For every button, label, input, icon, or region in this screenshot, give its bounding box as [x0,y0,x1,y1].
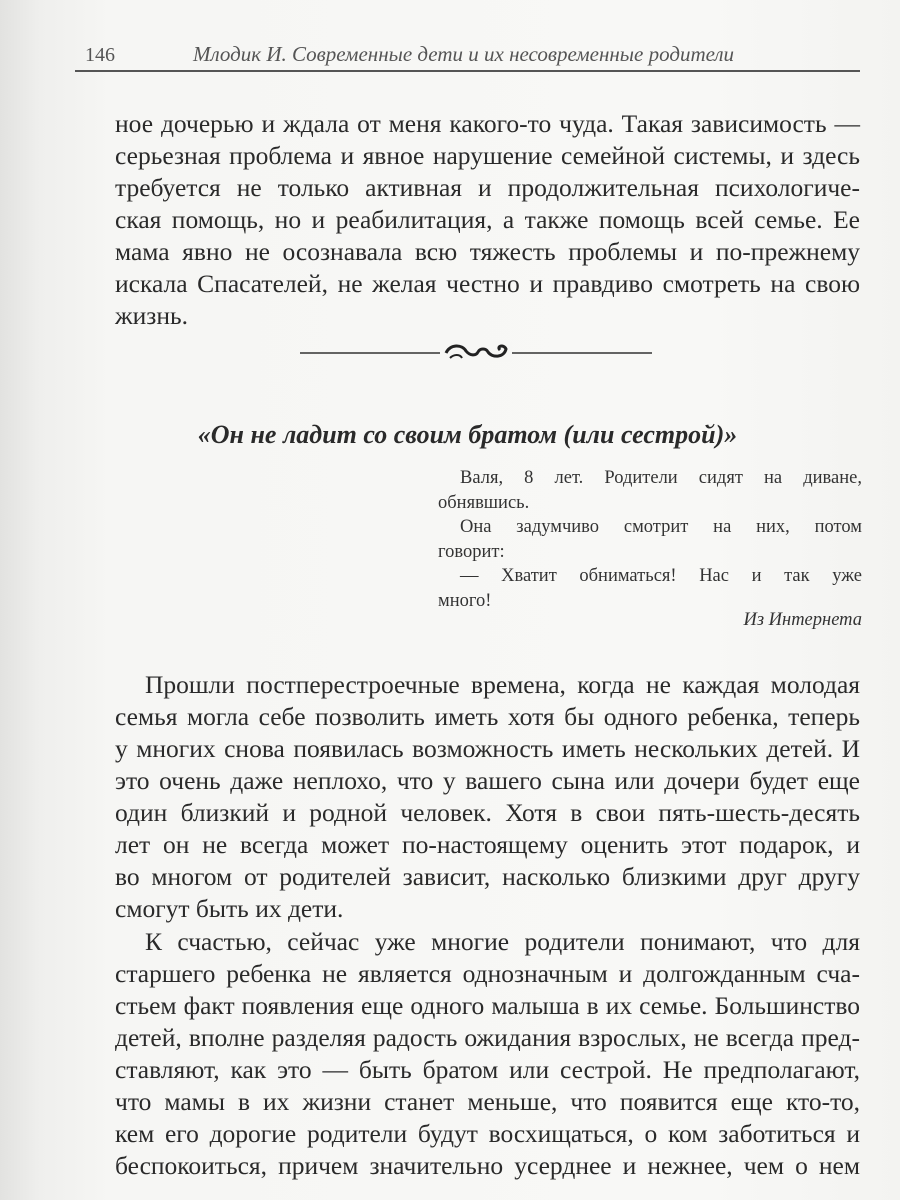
text-line: требуется не только активная и продолжительная психологиче- [115,173,860,202]
body-paragraph [115,926,860,1182]
text-line: старшего ребенка не является однозначным и долгожданным сча- [115,959,860,988]
intro-paragraph [115,108,860,332]
text-line: беспокоиться, причем значительно усерднее и нежнее, чем о нем [115,1151,860,1180]
text-line: семья могла себе позволить иметь хотя бы одного ребенка, теперь [115,702,860,731]
epigraph-line: обнявшись. [438,492,530,513]
epigraph-line: Валя, 8 лет. Родители сидят на диване, [460,468,862,488]
text-line: это очень даже неплохо, что у вашего сына или дочери будет еще [115,766,860,795]
text-line: что мамы в их жизни станет меньше, что появится еще кто-то, [115,1087,860,1116]
text-line: стьем факт появления еще одного малыша в их семье. Большинство [115,991,860,1020]
text-line: детей, вполне разделяя радость ожидания взрослых, не всегда пред- [115,1023,860,1052]
epigraph-line: Она задумчиво смотрит на них, потом [460,517,862,537]
text-line: один близкий и родной человек. Хотя в свои пять-шесть-десять [115,798,860,827]
text-line: ставляют, как это — быть братом или сестрой. Не предполагают, [115,1055,860,1084]
text-line: смогут быть их дети. [115,894,344,923]
text-line: во многом от родителей зависит, насколько близкими друг другу [115,862,860,891]
epigraph-line: много! [438,590,492,611]
text-line: у многих снова появилась возможность иметь нескольких детей. И [115,734,860,763]
text-line: Прошли постперестроечные времена, когда не каждая молодая [145,670,860,699]
text-line: серьезная проблема и явное нарушение семейной системы, и здесь [115,141,860,170]
text-line: кем его дорогие родители будут восхищаться, о ком заботиться и [115,1119,860,1148]
epigraph-line: — Хватит обниматься! Нас и так уже [460,566,862,586]
epigraph-line: говорит: [438,541,505,562]
page-number: 146 [85,44,115,66]
ornament-divider-icon [300,340,652,364]
text-line: лет он не всегда может по-настоящему оценить этот подарок, и [115,830,860,859]
running-title: Млодик И. Современные дети и их несовременные родители [193,42,735,66]
text-line: ская помощь, но и реабилитация, а также помощь всей семье. Ее [115,205,860,234]
epigraph [438,466,862,613]
text-line: К счастью, сейчас уже многие родители понимают, что для [145,927,860,956]
section-heading: «Он не ладит со своим братом (или сестрой)» [197,420,738,449]
epigraph-source: Из Интернета [743,610,862,630]
text-line: ное дочерью и ждала от меня какого-то чуда. Такая зависимость — [115,109,860,138]
text-line: искала Спасателей, не желая честно и правдиво смотреть на свою [115,269,860,298]
running-header [75,40,860,72]
text-line: мама явно не осознавала всю тяжесть проблемы и по-прежнему [115,237,860,266]
body-paragraph [115,669,860,925]
text-line: жизнь. [115,301,188,330]
